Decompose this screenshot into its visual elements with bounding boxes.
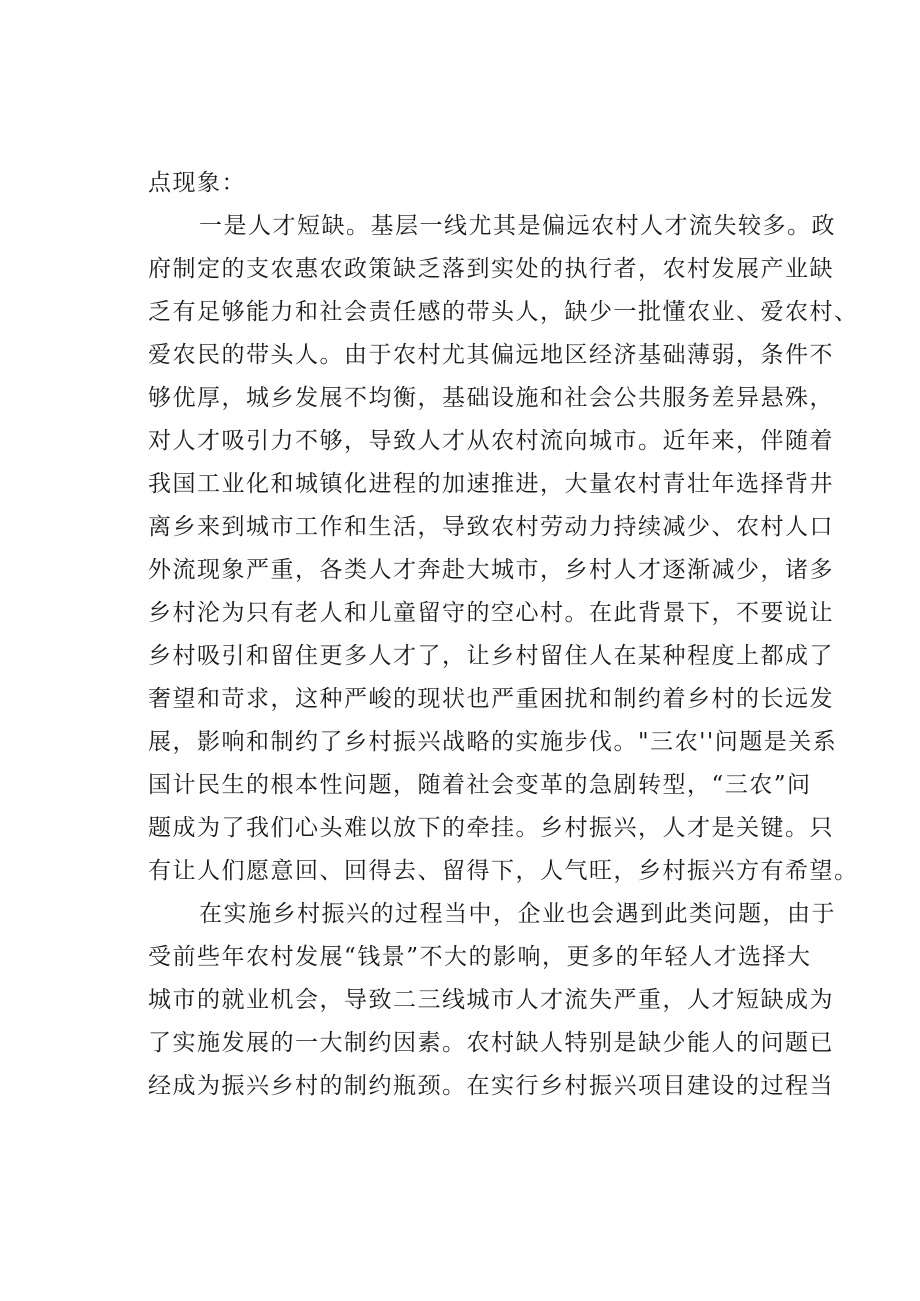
text-line: 国计民生的根本性问题，随着社会变革的急剧转型，“三农”问 — [148, 772, 812, 798]
text-line: 经成为振兴乡村的制约瓶颈。在实行乡村振兴项目建设的过程当 — [148, 1073, 834, 1099]
text-line: 题成为了我们心头难以放下的牵挂。乡村振兴，人才是关键。只 — [148, 815, 834, 841]
text-line: 展，影响和制约了乡村振兴战略的实施步伐。"三农''问题是关系 — [148, 729, 838, 755]
text-line: 了实施发展的一大制约因素。农村缺人特别是缺少能人的问题已 — [148, 1030, 834, 1056]
text-line: 够优厚，城乡发展不均衡，基础设施和社会公共服务差异悬殊， — [148, 385, 834, 411]
text-line: 奢望和苛求，这种严峻的现状也严重困扰和制约着乡村的长远发 — [148, 686, 834, 712]
paragraph-first-line: 一是人才短缺。基层一线尤其是偏远农村人才流失较多。政 — [199, 213, 836, 239]
text-line: 受前些年农村发展“钱景”不大的影响，更多的年轻人才选择大 — [148, 944, 812, 970]
text-line: 有让人们愿意回、回得去、留得下，人气旺，乡村振兴方有希望。 — [148, 858, 859, 884]
text-line: 爱农民的带头人。由于农村尤其偏远地区经济基础薄弱，条件不 — [148, 342, 834, 368]
text-line: 乏有足够能力和社会责任感的带头人，缺少一批懂农业、爱农村、 — [148, 299, 859, 325]
text-line: 点现象： — [148, 170, 246, 196]
text-line: 我国工业化和城镇化进程的加速推进，大量农村青壮年选择背井 — [148, 471, 834, 497]
text-line: 离乡来到城市工作和生活，导致农村劳动力持续减少、农村人口 — [148, 514, 834, 540]
text-line: 府制定的支农惠农政策缺乏落到实处的执行者，农村发展产业缺 — [148, 256, 834, 282]
text-line: 乡村沦为只有老人和儿童留守的空心村。在此背景下，不要说让 — [148, 600, 834, 626]
text-line: 外流现象严重，各类人才奔赴大城市，乡村人才逐渐减少，诸多 — [148, 557, 834, 583]
paragraph-first-line: 在实施乡村振兴的过程当中，企业也会遇到此类问题，由于 — [199, 901, 836, 927]
text-line: 城市的就业机会，导致二三线城市人才流失严重，人才短缺成为 — [148, 987, 834, 1013]
text-line: 对人才吸引力不够，导致人才从农村流向城市。近年来，伴随着 — [148, 428, 834, 454]
text-line: 乡村吸引和留住更多人才了，让乡村留住人在某种程度上都成了 — [148, 643, 834, 669]
